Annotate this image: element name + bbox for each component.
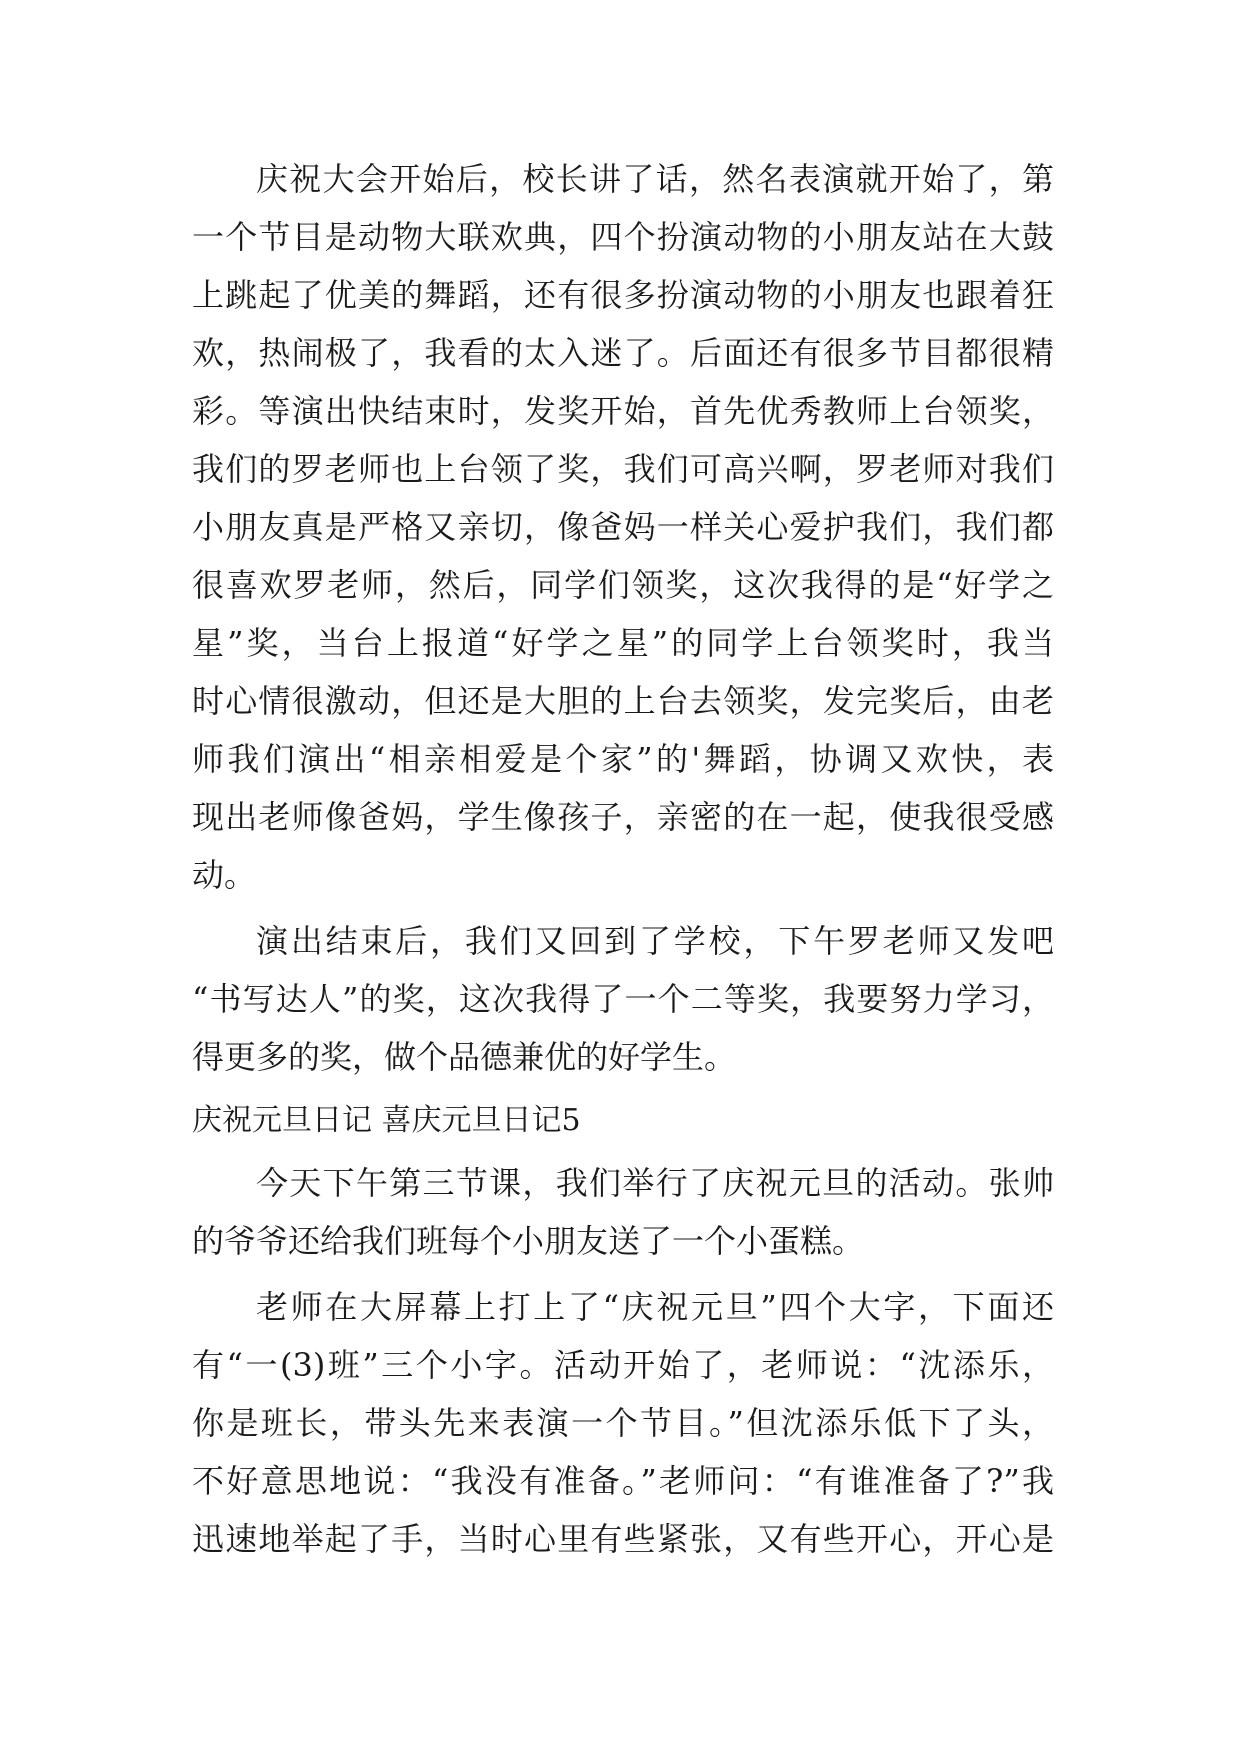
paragraph-1-line-8: 很喜欢罗老师，然后，同学们领奖，这次我得的是“好学之 (192, 566, 1054, 604)
paragraph-3-line-1: 今天下午第三节课，我们举行了庆祝元旦的活动。张帅 (256, 1164, 1054, 1202)
paragraph-4-line-1: 老师在大屏幕上打上了“庆祝元旦”四个大字，下面还 (256, 1288, 1054, 1326)
paragraph-1-line-2: 一个节目是动物大联欢典，四个扮演动物的小朋友站在大鼓 (192, 218, 1054, 256)
paragraph-1-line-9: 星”奖，当台上报道“好学之星”的同学上台领奖时，我当 (192, 624, 1054, 662)
paragraph-4-line-5: 迅速地举起了手，当时心里有些紧张，又有些开心，开心是 (192, 1520, 1054, 1558)
paragraph-1-line-5: 彩。等演出快结束时，发奖开始，首先优秀教师上台领奖， (192, 392, 1054, 430)
paragraph-3-line-2: 的爷爷还给我们班每个小朋友送了一个小蛋糕。 (192, 1222, 865, 1260)
paragraph-1-line-12: 现出老师像爸妈，学生像孩子，亲密的在一起，使我很受感 (192, 798, 1054, 836)
paragraph-2-line-1: 演出结束后，我们又回到了学校，下午罗老师又发吧 (256, 922, 1054, 960)
paragraph-1-line-7: 小朋友真是严格又亲切，像爸妈一样关心爱护我们，我们都 (192, 508, 1054, 546)
paragraph-2-line-2: “书写达人”的奖，这次我得了一个二等奖，我要努力学习， (192, 980, 1054, 1018)
paragraph-4-line-2: 有“一(3)班”三个小字。活动开始了，老师说：“沈添乐， (192, 1346, 1054, 1384)
paragraph-2-line-3: 得更多的奖，做个品德兼优的好学生。 (192, 1038, 737, 1076)
paragraph-1-line-6: 我们的罗老师也上台领了奖，我们可高兴啊，罗老师对我们 (192, 450, 1054, 488)
paragraph-1-line-3: 上跳起了优美的舞蹈，还有很多扮演动物的小朋友也跟着狂 (192, 276, 1054, 314)
paragraph-1-line-13: 动。 (192, 856, 257, 894)
section-heading: 庆祝元旦日记 喜庆元旦日记5 (192, 1103, 581, 1138)
paragraph-1-line-4: 欢，热闹极了，我看的太入迷了。后面还有很多节目都很精 (192, 334, 1054, 372)
paragraph-1-line-10: 时心情很激动，但还是大胆的上台去领奖，发完奖后，由老 (192, 682, 1054, 720)
paragraph-4-line-4: 不好意思地说：“我没有准备。”老师问：“有谁准备了?”我 (192, 1462, 1054, 1500)
paragraph-1-line-1: 庆祝大会开始后，校长讲了话，然名表演就开始了，第 (256, 160, 1054, 198)
paragraph-1-line-11: 师我们演出“相亲相爱是个家”的'舞蹈，协调又欢快，表 (192, 740, 1054, 778)
paragraph-4-line-3: 你是班长，带头先来表演一个节目。”但沈添乐低下了头， (192, 1404, 1054, 1442)
